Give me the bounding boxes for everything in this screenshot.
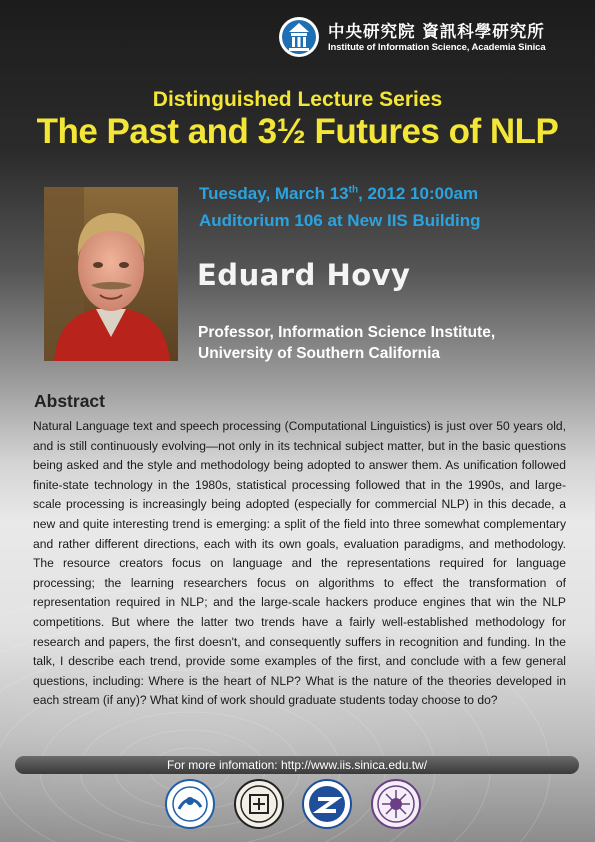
speaker-photo — [44, 187, 178, 361]
lecture-title: The Past and 3½ Futures of NLP — [36, 112, 559, 151]
seal-1-icon — [165, 779, 215, 829]
event-location: Auditorium 106 at New IIS Building — [199, 211, 481, 230]
affiliation-line-2: University of Southern California — [198, 345, 441, 362]
institution-name-zh: 中央研究院 資訊科學研究所 — [328, 22, 545, 41]
affiliation-line-1: Professor, Information Science Institute, — [198, 324, 496, 341]
speaker-affiliation — [198, 322, 558, 364]
institution-name-en: Institute of Information Science, Academia Sinica — [328, 42, 546, 53]
institute-logo — [278, 16, 578, 60]
event-date-time — [199, 184, 478, 204]
speaker-name: Eduard Hovy — [197, 258, 411, 292]
series-name: Distinguished Lecture Series — [152, 88, 443, 111]
abstract-text: Natural Language text and speech processing (Computational Linguistics) is just over 50 years old, and is still continuously evolving—not only in its technical subject matter, but in the basic questions being asked and the style and methodology being adopted to answer them. As unification followed finite-state technology in the 1980s, statistical processing followed that in the 1990s, and large-scale processing is increasingly being adopted (especially for commercial NLP) in this decade, a new and quite interesting trend is emerging: a split of the field into three somewhat complementary and rather different directions, each with its own goals, evaluation paradigms, and methodology. The resource creators focus on language and the representations required for language processing; the learning researchers focus on algorithms to effect the transformation of representation required in NLP; and the large-scale hackers produce engines that win the NLP competitions. But where the latter two trends have a fairly well-established methodology for research and papers, the first doesn't, and consequently suffers in recognition and funding. In the talk, I describe each trend, provide some examples of the first, and conclude with a few general questions, including: Where is the heart of NLP? What is the nature of the theories developed in each stream (if any)? What kind of work should graduate students today choose to do? — [33, 419, 566, 708]
seal-3-icon — [302, 779, 352, 829]
partner-seals — [0, 779, 595, 834]
more-info-bar: For more infomation: http://www.iis.sinica.edu.tw/ — [15, 756, 579, 774]
date-suffix: , 2012 10:00am — [358, 184, 479, 203]
date-ordinal-suffix: th — [348, 184, 359, 196]
academia-sinica-logo-icon — [278, 16, 320, 58]
abstract-heading: Abstract — [34, 391, 105, 411]
date-prefix: Tuesday, March 13 — [199, 184, 349, 203]
seal-4-icon — [371, 779, 421, 829]
seal-2-icon — [234, 779, 284, 829]
